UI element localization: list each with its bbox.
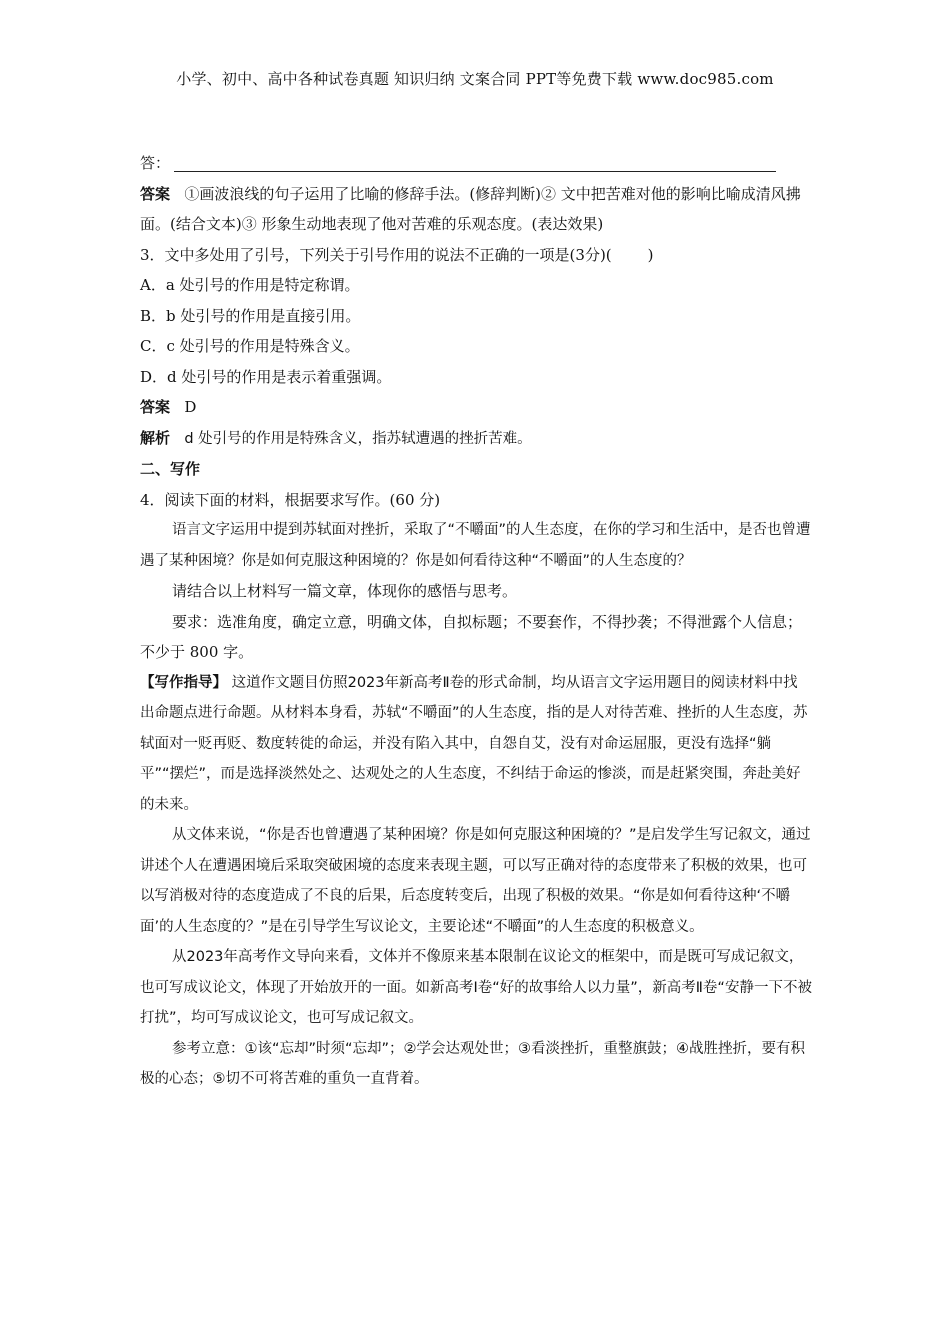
document-body bbox=[140, 148, 812, 1095]
q3-analysis bbox=[140, 423, 812, 455]
q3-option-a: A．a 处引号的作用是特定称谓。 bbox=[140, 276, 360, 294]
q3-answer-value: D bbox=[184, 398, 197, 416]
q4-stem: 4．阅读下面的材料，根据要求写作。(60 分) bbox=[140, 490, 441, 509]
answer-blank-line bbox=[174, 155, 776, 172]
q3-answer-label: 答案 bbox=[140, 398, 171, 416]
section-title-writing: 二、写作 bbox=[140, 460, 201, 478]
page-header: 小学、初中、高中各种试卷真题 知识归纳 文案合同 PPT等免费下载 www.doc985.com bbox=[176, 70, 774, 88]
q4-requirements: 要求：选准角度，确定立意，明确文体，自拟标题；不要套作，不得抄袭；不得泄露个人信息；不少于 800 字。 bbox=[140, 612, 803, 661]
q4-material: 语言文字运用中提到苏轼面对挫折，采取了“不嚼面”的人生态度，在你的学习和生活中，是否也曾遭遇了某种困境？你是如何克服这种困境的？你是如何看待这种“不嚼面”的人生态度的？ bbox=[140, 522, 811, 569]
guide-paragraph-4: 参考立意：①该“忘却”时须“忘却”；②学会达观处世；③看淡挫折，重整旗鼓；④战胜挫折，要有积极的心态；⑤切不可将苦难的重负一直背着。 bbox=[140, 1040, 806, 1087]
guide-paragraph-3: 从2023年高考作文导向来看，文体并不像原来基本限制在议论文的框架中，而是既可写成记叙文，也可写成议论文，体现了开始放开的一面。如新高考Ⅰ卷“好的故事给人以力量”，新高考Ⅱ卷“安静一下不被打扰”，均可写成议论文，也可写成记叙文。 bbox=[140, 949, 812, 1026]
q2-answer-label: 答案 bbox=[140, 184, 171, 203]
q2-answer bbox=[140, 179, 812, 240]
q3-stem-text: 3．文中多处用了引号，下列关于引号作用的说法不正确的一项是(3分)( bbox=[140, 245, 612, 264]
q4-instruction: 请结合以上材料写一篇文章，体现你的感悟与思考。 bbox=[172, 582, 518, 600]
q3-answer bbox=[140, 392, 812, 423]
guide-p1-text: 这道作文题目仿照2023年新高考Ⅱ卷的形式命制，均从语言文字运用题目的阅读材料中找出命题点进行命题。从材料本身看，苏轼“不嚼面”的人生态度，指的是人对待苦难、挫折的人生态度，苏轼面对一贬再贬、数度转徙的命运，并没有陷入其中，自怨自艾，没有对命运屈服，更没有选择“躺平”“摆烂”，而是选择淡然处之、达观处之的人生态度，不纠结于命运的惨淡，而是赶紧突围，奔赴美好的未来。 bbox=[140, 674, 808, 813]
answer-prompt-line bbox=[140, 148, 812, 179]
q3-option-d: D．d 处引号的作用是表示着重强调。 bbox=[140, 367, 392, 386]
guide-label: 【写作指导】 bbox=[140, 674, 227, 691]
q3-analysis-label: 解析 bbox=[140, 428, 171, 447]
q3-option-b: B．b 处引号的作用是直接引用。 bbox=[140, 306, 361, 325]
q2-answer-text: ①画波浪线的句子运用了比喻的修辞手法。(修辞判断)② 文中把苦难对他的影响比喻成清风拂面。(结合文本)③ 形象生动地表现了他对苦难的乐观态度。(表达效果) bbox=[140, 184, 801, 233]
q3-stem bbox=[140, 240, 812, 271]
q3-analysis-text: d 处引号的作用是特殊含义，指苏轼遭遇的挫折苦难。 bbox=[184, 430, 532, 447]
q3-option-c: C．c 处引号的作用是特殊含义。 bbox=[140, 337, 360, 355]
guide-paragraph-1 bbox=[140, 668, 812, 821]
answer-prompt: 答： bbox=[140, 154, 171, 172]
guide-paragraph-2: 从文体来说，“你是否也曾遭遇了某种困境？你是如何克服这种困境的？”是启发学生写记叙文，通过讲述个人在遭遇困境后采取突破困境的态度来表现主题，可以写正确对待的态度带来了积极的效果，也可以写消极对待的态度造成了不良的后果，后态度转变后，出现了积极的效果。“你是如何看待这种‘不嚼面’的人生态度的？”是在引导学生写议论文，主要论述“不嚼面”的人生态度的积极意义。 bbox=[140, 827, 811, 935]
q3-stem-end: ) bbox=[647, 245, 654, 264]
